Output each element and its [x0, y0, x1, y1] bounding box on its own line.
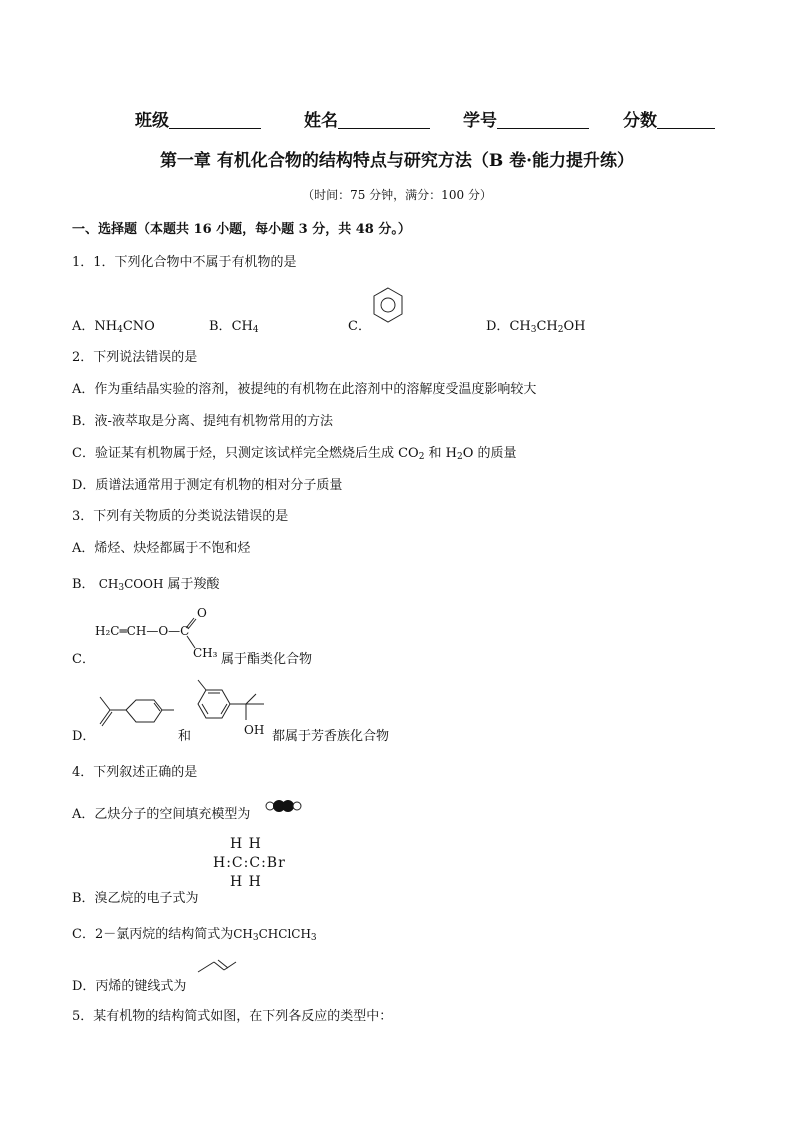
name-label: 姓名	[304, 111, 338, 131]
score-blank[interactable]	[657, 111, 715, 129]
score-label: 分数	[623, 111, 657, 131]
q2-option-c[interactable]	[72, 442, 517, 462]
bromoethane-row3: H H	[230, 874, 262, 890]
q2-c-p3: 2	[457, 452, 463, 462]
q4-option-d[interactable]: D．丙烯的键线式为	[72, 979, 187, 994]
q3-d-and: 和	[178, 729, 192, 744]
carbonyl-oxygen: O	[197, 606, 207, 620]
limonene-structure-icon	[96, 692, 180, 738]
exam-meta: （时间：75 分钟，满分：100 分）	[302, 188, 492, 202]
q3-stem: 3．下列有关物质的分类说法错误的是	[72, 509, 289, 524]
q2-c-p4: O 的质量	[462, 446, 517, 461]
q1-b-f0: CH	[231, 319, 253, 334]
q5-stem: 5．某有机物的结构简式如图，在下列各反应的类型中：	[72, 1009, 393, 1024]
q1-d-f4: OH	[563, 319, 586, 334]
benzene-ring-icon	[372, 286, 404, 326]
q2-option-d[interactable]: D．质谱法通常用于测定有机物的相对分子质量	[72, 478, 343, 493]
section-heading: 一、选择题（本题共 16 小题，每小题 3 分，共 48 分。）	[72, 222, 411, 237]
bromoethane-row1: H H	[230, 836, 262, 852]
q3-b-f2: COOH	[124, 577, 164, 591]
q3-option-d-label: D．	[72, 729, 96, 744]
q4-c-text: C．2－氯丙烷的结构简式为	[72, 927, 234, 942]
student-id-blank[interactable]	[497, 111, 589, 129]
q3-option-b[interactable]	[72, 573, 220, 593]
vinyl-acetate-left: H₂C═CH—O—C	[95, 624, 190, 638]
q4-c-f0: CH	[233, 927, 253, 941]
q1-option-c-label: C．	[348, 319, 371, 334]
q4-stem: 4．下列叙述正确的是	[72, 765, 198, 780]
q1-d-f2: CH	[536, 319, 558, 334]
q2-c-p1: 2	[418, 452, 425, 462]
q1-option-a[interactable]	[72, 315, 155, 335]
student-id-label: 学号	[463, 111, 497, 131]
q1-option-a-label: A．	[72, 319, 95, 334]
page-title: 第一章 有机化合物的结构特点与研究方法（B 卷·能力提升练）	[159, 151, 635, 171]
q1-option-c[interactable]	[348, 315, 371, 334]
q3-option-c-label: C．	[72, 652, 95, 667]
name-field	[304, 106, 430, 131]
hydroxyl-label: OH	[244, 723, 265, 737]
acetylene-model-icon	[265, 798, 305, 814]
q3-option-d[interactable]	[72, 725, 95, 744]
q2-c-p2: 和 H	[424, 446, 458, 461]
q1-option-b[interactable]	[209, 315, 259, 335]
q4-option-c[interactable]	[72, 923, 317, 943]
q1-b-f1: 4	[252, 325, 259, 335]
bromoethane-row2: H:C:C:Br	[213, 855, 286, 871]
q4-option-a[interactable]: A．乙炔分子的空间填充模型为	[72, 807, 251, 822]
q2-c-p0: C．验证某有机物属于烃，只测定该试样完全燃烧后生成 CO	[72, 446, 419, 461]
q3-option-b-label: B．	[72, 577, 95, 592]
class-field	[135, 106, 261, 131]
class-label: 班级	[135, 111, 169, 131]
propene-skeletal-icon	[196, 958, 240, 976]
q1-a-f1: 4	[117, 325, 123, 335]
q1-stem: 1．1．下列化合物中不属于有机物的是	[72, 255, 297, 270]
q4-c-f2: CHClCH	[258, 927, 311, 941]
q2-option-a[interactable]: A．作为重结晶实验的溶剂，被提纯的有机物在此溶剂中的溶解度受温度影响较大	[72, 382, 537, 397]
q2-stem: 2．下列说法错误的是	[72, 350, 198, 365]
q4-option-b[interactable]: B．溴乙烷的电子式为	[72, 891, 199, 906]
score-field	[623, 106, 715, 131]
q3-d-text: 都属于芳香族化合物	[272, 729, 390, 744]
acetate-methyl: CH₃	[193, 646, 218, 660]
q1-a-f2: CNO	[122, 319, 155, 334]
q2-option-b[interactable]: B．液-液萃取是分离、提纯有机物常用的方法	[72, 414, 333, 429]
q3-b-text: 属于羧酸	[163, 577, 220, 592]
q1-option-d-label: D．	[486, 319, 510, 334]
q3-b-f0: CH	[98, 577, 119, 591]
q3-c-text: 属于酯类化合物	[221, 652, 313, 667]
name-blank[interactable]	[338, 111, 430, 129]
q1-option-b-label: B．	[209, 319, 232, 334]
q1-d-f3: 2	[557, 325, 564, 335]
student-id-field	[463, 106, 589, 131]
q1-a-f0: NH	[94, 319, 118, 334]
q4-c-f1: 3	[252, 933, 259, 943]
q3-option-c[interactable]	[72, 648, 95, 667]
q3-option-a[interactable]: A．烯烃、炔烃都属于不饱和烃	[72, 541, 251, 556]
class-blank[interactable]	[169, 111, 261, 129]
q1-d-f1: 3	[530, 325, 537, 335]
q1-option-d[interactable]	[486, 315, 586, 335]
q1-d-f0: CH	[509, 319, 531, 334]
q4-c-f3: 3	[310, 933, 317, 943]
q3-b-f1: 3	[118, 583, 125, 593]
